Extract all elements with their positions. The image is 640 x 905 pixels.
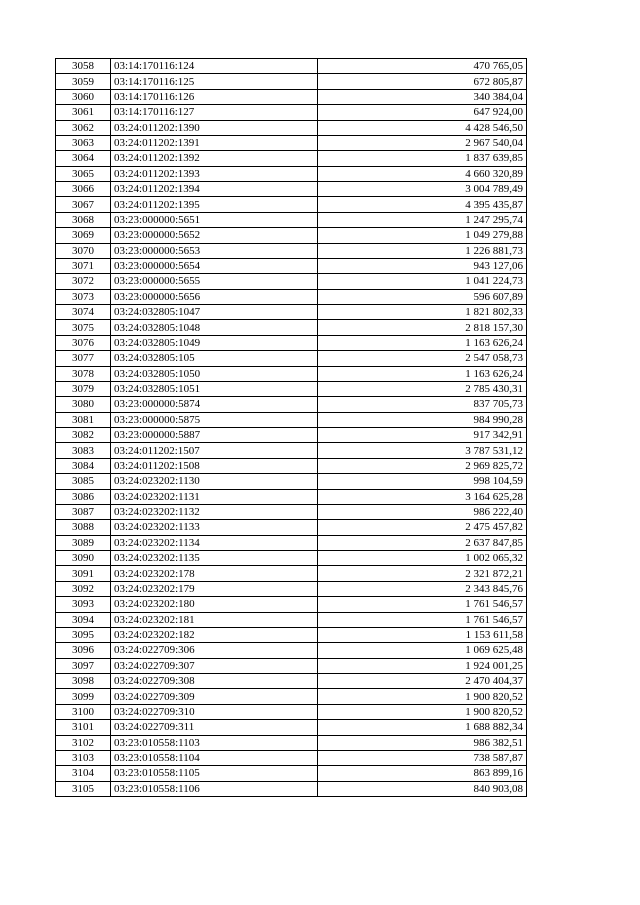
amount-cell: 3 164 625,28 <box>318 489 527 504</box>
cadastral-number-cell: 03:24:022709:306 <box>111 643 318 658</box>
row-number-cell: 3097 <box>56 658 111 673</box>
cadastral-number-cell: 03:14:170116:127 <box>111 105 318 120</box>
amount-cell: 3 787 531,12 <box>318 443 527 458</box>
table-row <box>56 474 527 489</box>
cadastral-number-cell: 03:24:023202:179 <box>111 581 318 596</box>
cadastral-number-cell: 03:24:023202:1132 <box>111 504 318 519</box>
table-row <box>56 228 527 243</box>
amount-cell: 2 547 058,73 <box>318 351 527 366</box>
row-number-cell: 3076 <box>56 335 111 350</box>
amount-cell: 3 004 789,49 <box>318 182 527 197</box>
amount-cell: 4 428 546,50 <box>318 120 527 135</box>
table-row <box>56 135 527 150</box>
row-number-cell: 3080 <box>56 397 111 412</box>
amount-cell: 1 821 802,33 <box>318 305 527 320</box>
table-row <box>56 597 527 612</box>
table-row <box>56 781 527 796</box>
table-row <box>56 689 527 704</box>
cadastral-number-cell: 03:24:023202:178 <box>111 566 318 581</box>
row-number-cell: 3061 <box>56 105 111 120</box>
cadastral-number-cell: 03:23:010558:1106 <box>111 781 318 796</box>
cadastral-number-cell: 03:24:011202:1391 <box>111 135 318 150</box>
table-row <box>56 643 527 658</box>
table-row <box>56 212 527 227</box>
cadastral-number-cell: 03:24:023202:1130 <box>111 474 318 489</box>
row-number-cell: 3103 <box>56 750 111 765</box>
row-number-cell: 3079 <box>56 381 111 396</box>
amount-cell: 2 818 157,30 <box>318 320 527 335</box>
row-number-cell: 3078 <box>56 366 111 381</box>
amount-cell: 738 587,87 <box>318 750 527 765</box>
table-row <box>56 750 527 765</box>
amount-cell: 986 382,51 <box>318 735 527 750</box>
row-number-cell: 3102 <box>56 735 111 750</box>
table-row <box>56 520 527 535</box>
amount-cell: 1 002 065,32 <box>318 551 527 566</box>
row-number-cell: 3070 <box>56 243 111 258</box>
cadastral-number-cell: 03:24:032805:105 <box>111 351 318 366</box>
table-row <box>56 351 527 366</box>
amount-cell: 837 705,73 <box>318 397 527 412</box>
cadastral-number-cell: 03:24:023202:1134 <box>111 535 318 550</box>
cadastral-number-cell: 03:24:023202:1133 <box>111 520 318 535</box>
amount-cell: 1 163 626,24 <box>318 366 527 381</box>
cadastral-number-cell: 03:24:023202:181 <box>111 612 318 627</box>
row-number-cell: 3091 <box>56 566 111 581</box>
cadastral-number-cell: 03:23:000000:5654 <box>111 258 318 273</box>
amount-cell: 2 969 825,72 <box>318 458 527 473</box>
data-table <box>55 58 527 797</box>
cadastral-number-cell: 03:23:000000:5652 <box>111 228 318 243</box>
row-number-cell: 3094 <box>56 612 111 627</box>
cadastral-number-cell: 03:14:170116:124 <box>111 59 318 74</box>
amount-cell: 340 384,04 <box>318 89 527 104</box>
cadastral-number-cell: 03:24:023202:182 <box>111 627 318 642</box>
table-row <box>56 166 527 181</box>
table-row <box>56 59 527 74</box>
cadastral-number-cell: 03:24:011202:1507 <box>111 443 318 458</box>
table-row <box>56 74 527 89</box>
row-number-cell: 3089 <box>56 535 111 550</box>
cadastral-number-cell: 03:23:010558:1103 <box>111 735 318 750</box>
amount-cell: 863 899,16 <box>318 766 527 781</box>
table-row <box>56 412 527 427</box>
cadastral-number-cell: 03:24:022709:307 <box>111 658 318 673</box>
table-row <box>56 258 527 273</box>
amount-cell: 1 069 625,48 <box>318 643 527 658</box>
row-number-cell: 3064 <box>56 151 111 166</box>
row-number-cell: 3063 <box>56 135 111 150</box>
table-row <box>56 305 527 320</box>
row-number-cell: 3060 <box>56 89 111 104</box>
amount-cell: 1 226 881,73 <box>318 243 527 258</box>
row-number-cell: 3086 <box>56 489 111 504</box>
row-number-cell: 3058 <box>56 59 111 74</box>
amount-cell: 1 153 611,58 <box>318 627 527 642</box>
row-number-cell: 3088 <box>56 520 111 535</box>
amount-cell: 2 967 540,04 <box>318 135 527 150</box>
cadastral-number-cell: 03:24:011202:1393 <box>111 166 318 181</box>
amount-cell: 1 761 546,57 <box>318 612 527 627</box>
row-number-cell: 3068 <box>56 212 111 227</box>
table-row <box>56 551 527 566</box>
amount-cell: 1 049 279,88 <box>318 228 527 243</box>
amount-cell: 1 761 546,57 <box>318 597 527 612</box>
amount-cell: 943 127,06 <box>318 258 527 273</box>
cadastral-number-cell: 03:24:011202:1395 <box>111 197 318 212</box>
table-row <box>56 658 527 673</box>
amount-cell: 1 900 820,52 <box>318 704 527 719</box>
table-row <box>56 182 527 197</box>
cadastral-number-cell: 03:14:170116:125 <box>111 74 318 89</box>
table-row <box>56 366 527 381</box>
amount-cell: 2 321 872,21 <box>318 566 527 581</box>
amount-cell: 1 837 639,85 <box>318 151 527 166</box>
table-row <box>56 243 527 258</box>
amount-cell: 2 343 845,76 <box>318 581 527 596</box>
cadastral-number-cell: 03:23:010558:1104 <box>111 750 318 765</box>
table-row <box>56 720 527 735</box>
cadastral-number-cell: 03:24:022709:310 <box>111 704 318 719</box>
table-row <box>56 381 527 396</box>
cadastral-number-cell: 03:23:000000:5875 <box>111 412 318 427</box>
amount-cell: 1 924 001,25 <box>318 658 527 673</box>
cadastral-number-cell: 03:24:032805:1051 <box>111 381 318 396</box>
amount-cell: 1 900 820,52 <box>318 689 527 704</box>
cadastral-number-cell: 03:23:000000:5653 <box>111 243 318 258</box>
amount-cell: 2 785 430,31 <box>318 381 527 396</box>
table-row <box>56 151 527 166</box>
cadastral-number-cell: 03:24:011202:1508 <box>111 458 318 473</box>
table-row <box>56 274 527 289</box>
row-number-cell: 3062 <box>56 120 111 135</box>
cadastral-number-cell: 03:24:032805:1049 <box>111 335 318 350</box>
cadastral-number-cell: 03:23:000000:5874 <box>111 397 318 412</box>
table-row <box>56 766 527 781</box>
cadastral-number-cell: 03:24:022709:311 <box>111 720 318 735</box>
table-row <box>56 458 527 473</box>
row-number-cell: 3085 <box>56 474 111 489</box>
table-row <box>56 489 527 504</box>
cadastral-number-cell: 03:23:000000:5655 <box>111 274 318 289</box>
row-number-cell: 3104 <box>56 766 111 781</box>
table-row <box>56 335 527 350</box>
table-row <box>56 289 527 304</box>
cadastral-number-cell: 03:14:170116:126 <box>111 89 318 104</box>
amount-cell: 4 660 320,89 <box>318 166 527 181</box>
row-number-cell: 3099 <box>56 689 111 704</box>
row-number-cell: 3093 <box>56 597 111 612</box>
amount-cell: 470 765,05 <box>318 59 527 74</box>
amount-cell: 1 688 882,34 <box>318 720 527 735</box>
table-row <box>56 735 527 750</box>
table-row <box>56 535 527 550</box>
cadastral-number-cell: 03:24:011202:1394 <box>111 182 318 197</box>
row-number-cell: 3082 <box>56 428 111 443</box>
row-number-cell: 3095 <box>56 627 111 642</box>
table-row <box>56 443 527 458</box>
cadastral-number-cell: 03:24:011202:1390 <box>111 120 318 135</box>
amount-cell: 1 163 626,24 <box>318 335 527 350</box>
row-number-cell: 3084 <box>56 458 111 473</box>
row-number-cell: 3081 <box>56 412 111 427</box>
table-body <box>56 59 527 797</box>
cadastral-number-cell: 03:24:023202:1135 <box>111 551 318 566</box>
table-row <box>56 674 527 689</box>
table-row <box>56 704 527 719</box>
amount-cell: 4 395 435,87 <box>318 197 527 212</box>
row-number-cell: 3096 <box>56 643 111 658</box>
amount-cell: 984 990,28 <box>318 412 527 427</box>
amount-cell: 840 903,08 <box>318 781 527 796</box>
cadastral-number-cell: 03:23:000000:5656 <box>111 289 318 304</box>
table-row <box>56 566 527 581</box>
amount-cell: 2 475 457,82 <box>318 520 527 535</box>
cadastral-number-cell: 03:24:032805:1050 <box>111 366 318 381</box>
cadastral-number-cell: 03:24:032805:1048 <box>111 320 318 335</box>
table-row <box>56 89 527 104</box>
row-number-cell: 3065 <box>56 166 111 181</box>
row-number-cell: 3105 <box>56 781 111 796</box>
table-row <box>56 627 527 642</box>
cadastral-number-cell: 03:24:023202:180 <box>111 597 318 612</box>
row-number-cell: 3098 <box>56 674 111 689</box>
cadastral-number-cell: 03:24:023202:1131 <box>111 489 318 504</box>
cadastral-number-cell: 03:24:011202:1392 <box>111 151 318 166</box>
table-row <box>56 397 527 412</box>
row-number-cell: 3087 <box>56 504 111 519</box>
amount-cell: 2 637 847,85 <box>318 535 527 550</box>
row-number-cell: 3100 <box>56 704 111 719</box>
amount-cell: 596 607,89 <box>318 289 527 304</box>
row-number-cell: 3075 <box>56 320 111 335</box>
cadastral-number-cell: 03:24:022709:309 <box>111 689 318 704</box>
row-number-cell: 3059 <box>56 74 111 89</box>
table-row <box>56 428 527 443</box>
row-number-cell: 3077 <box>56 351 111 366</box>
amount-cell: 986 222,40 <box>318 504 527 519</box>
table-row <box>56 320 527 335</box>
amount-cell: 1 247 295,74 <box>318 212 527 227</box>
amount-cell: 917 342,91 <box>318 428 527 443</box>
table-row <box>56 612 527 627</box>
amount-cell: 1 041 224,73 <box>318 274 527 289</box>
row-number-cell: 3066 <box>56 182 111 197</box>
table-row <box>56 504 527 519</box>
cadastral-number-cell: 03:24:022709:308 <box>111 674 318 689</box>
row-number-cell: 3083 <box>56 443 111 458</box>
table-row <box>56 120 527 135</box>
row-number-cell: 3069 <box>56 228 111 243</box>
amount-cell: 672 805,87 <box>318 74 527 89</box>
amount-cell: 998 104,59 <box>318 474 527 489</box>
cadastral-number-cell: 03:24:032805:1047 <box>111 305 318 320</box>
row-number-cell: 3067 <box>56 197 111 212</box>
amount-cell: 2 470 404,37 <box>318 674 527 689</box>
row-number-cell: 3101 <box>56 720 111 735</box>
cadastral-number-cell: 03:23:000000:5651 <box>111 212 318 227</box>
table-row <box>56 197 527 212</box>
table-row <box>56 581 527 596</box>
row-number-cell: 3090 <box>56 551 111 566</box>
amount-cell: 647 924,00 <box>318 105 527 120</box>
cadastral-number-cell: 03:23:010558:1105 <box>111 766 318 781</box>
row-number-cell: 3092 <box>56 581 111 596</box>
row-number-cell: 3072 <box>56 274 111 289</box>
table-row <box>56 105 527 120</box>
row-number-cell: 3073 <box>56 289 111 304</box>
cadastral-number-cell: 03:23:000000:5887 <box>111 428 318 443</box>
row-number-cell: 3071 <box>56 258 111 273</box>
row-number-cell: 3074 <box>56 305 111 320</box>
